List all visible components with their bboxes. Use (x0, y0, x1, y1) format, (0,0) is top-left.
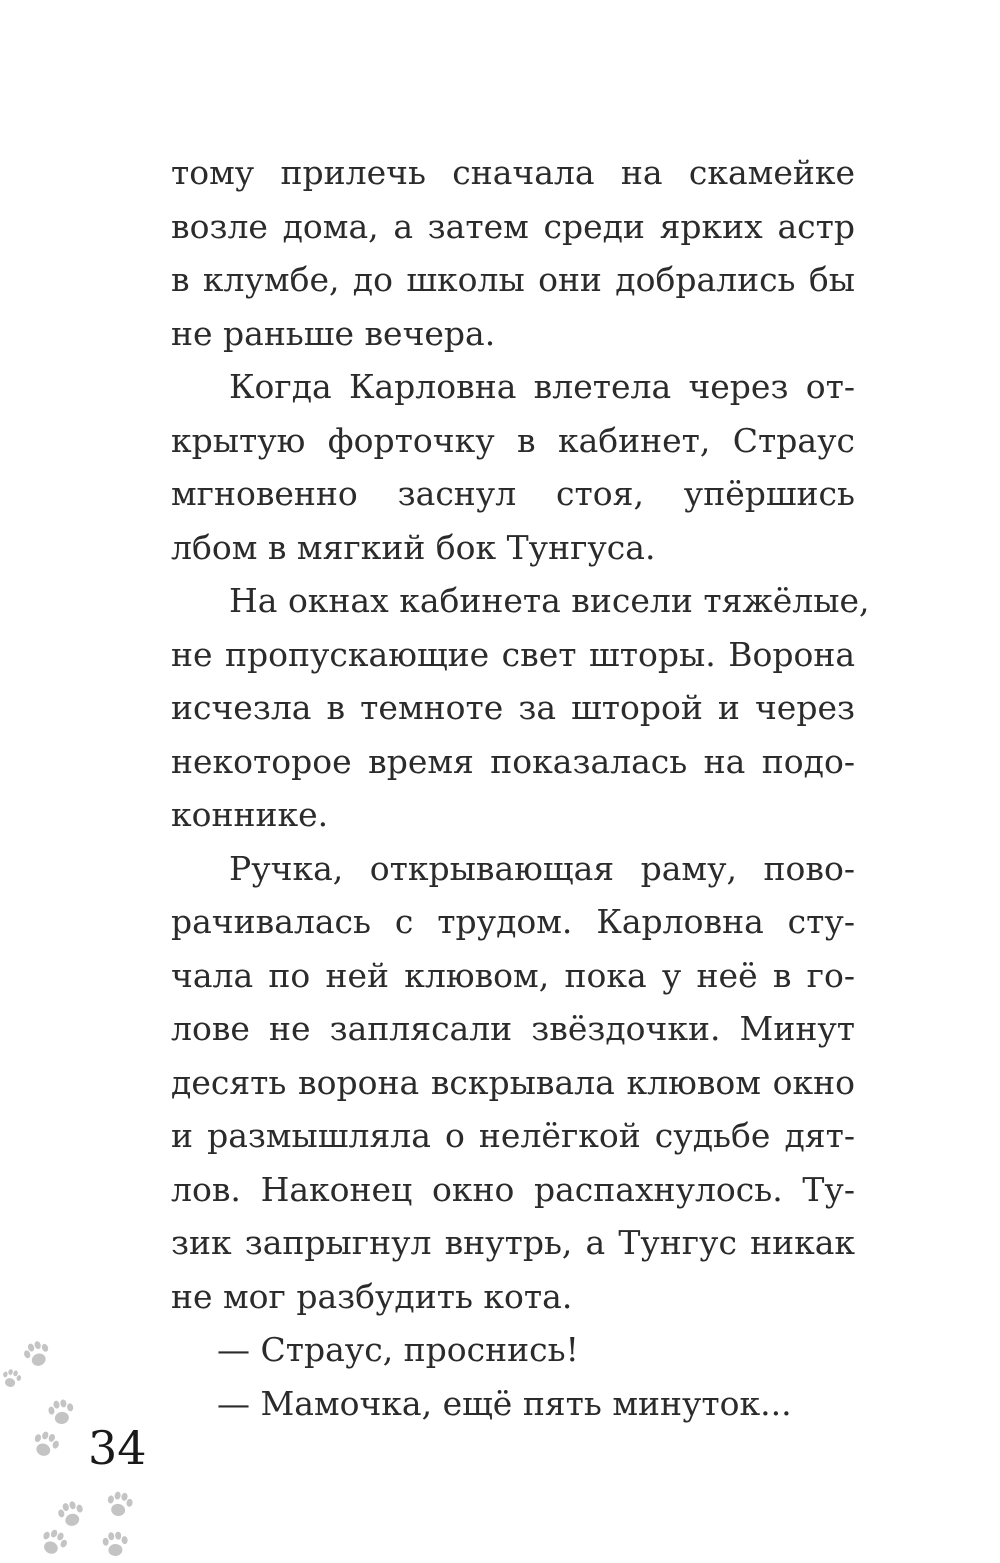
text-line: Ручка, открывающая раму, пово- (229, 848, 855, 888)
dialogue-line: — Страус, проснись! (217, 1330, 579, 1369)
page-number: 34 (88, 1421, 147, 1475)
text-line: чала по ней клювом, пока у неё в го- (171, 955, 855, 995)
text-line: Когда Карловна влетела через от- (229, 367, 855, 406)
paw-print-icon (26, 1426, 64, 1464)
text-line: лов. Наконец окно распахнулось. Ту- (171, 1169, 855, 1209)
text-line: не мог разбудить кота. (171, 1276, 573, 1316)
text-line: десять ворона вскрывала клювом окно (171, 1062, 855, 1102)
text-line: крытую форточку в кабинет, Страус (171, 420, 855, 460)
text-line: зик запрыгнул внутрь, а Тунгус никак (171, 1223, 855, 1262)
text-line: не пропускающие свет шторы. Ворона (171, 634, 855, 674)
text-line: лове не заплясали звёздочки. Минут (171, 1009, 855, 1048)
text-line: и размышляла о нелёгкой судьбе дят- (171, 1116, 855, 1155)
paw-print-icon (0, 1366, 24, 1393)
paw-print-icon (18, 1336, 56, 1374)
body-text (171, 146, 870, 1430)
paw-print-icon (102, 1488, 137, 1523)
dialogue-line: — Мамочка, ещё пять минуток... (217, 1383, 792, 1423)
text-line: рачивалась с трудом. Карловна сту- (171, 902, 855, 941)
text-line: мгновенно заснул стоя, упёршись (171, 474, 855, 513)
paw-print-icon (44, 1396, 79, 1431)
text-line: не раньше вечера. (171, 313, 496, 353)
paw-print-icon (99, 1529, 132, 1562)
text-line: лбом в мягкий бок Тунгуса. (171, 527, 656, 567)
text-line: в клумбе, до школы они добрались бы (171, 260, 855, 299)
text-line: коннике. (171, 795, 329, 834)
text-line: исчезла в темноте за шторой и через (171, 688, 855, 727)
text-line: некоторое время показалась на подо- (171, 741, 855, 781)
text-line: На окнах кабинета висели тяжёлые, (229, 581, 870, 620)
text-line: возле дома, а затем среди ярких астр (171, 206, 855, 246)
text-line: тому прилечь сначала на скамейке (171, 153, 855, 192)
